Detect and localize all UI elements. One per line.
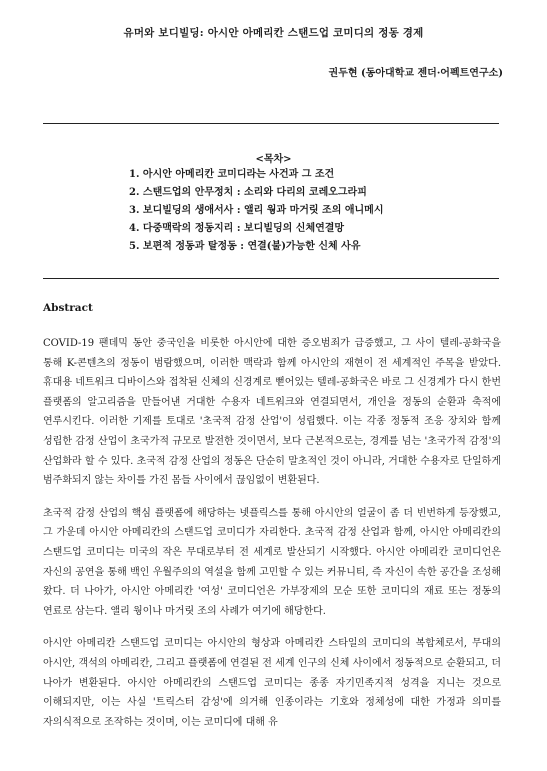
abstract-paragraph: 초국적 감정 산업의 핵심 플랫폼에 해당하는 넷플릭스를 통해 아시안의 얼굴이 좀 더 빈번하게 등장했고, 그 가운데 아시안 아메리칸의 스탠드업 코미디가 자리한다. 초국적 감정 산업과 함께, 아시안 아메리칸의 스탠드업 코미디는 미국의 작은 무대로부터 전 세계로 발산되기 시작했다. 아시안 아메리칸 코미디언은 자신의 공연을 통해 백인 우월주의의 역설을 함께 고민할 수 있는 커뮤니티, 즉 자신이 속한 공간을 조성해 왔다. 더 나아가, 아시안 아메리칸 '여성' 코미디언은 가부장제의 모순 또한 코미디의 재료 또는 정동의 연료로 삼는다. 앨리 웡이나 마거릿 조의 사례가 여기에 해당한다.	[43, 507, 501, 617]
toc-item: 5. 보편적 정동과 탈정동 : 연결(불)가능한 신체 사유	[129, 241, 361, 252]
toc-heading: <목차>	[255, 154, 292, 165]
abstract-body	[43, 334, 501, 745]
divider-top	[43, 123, 499, 124]
toc-item: 3. 보디빌딩의 생애서사 : 앨리 웡과 마거릿 조의 애니메시	[129, 205, 384, 216]
toc-item: 1. 아시안 아메리칸 코미디라는 사건과 그 조건	[129, 169, 335, 180]
author-affiliation: 권두현 (동아대학교 젠더·어펙트연구소)	[328, 68, 503, 79]
abstract-heading: Abstract	[43, 302, 93, 314]
toc-item: 4. 다중맥락의 정동지리 : 보디빌딩의 신체연결망	[129, 223, 345, 234]
abstract-paragraph: 아시안 아메리칸 스탠드업 코미디는 아시안의 형상과 아메리칸 스타일의 코미디의 복합체로서, 무대의 아시안, 객석의 아메리칸, 그리고 플랫폼에 연결된 전 세계 인구의 신체 사이에서 정동적으로 순환되고, 더 나아가 변환된다. 아시안 아메리칸의 스탠드업 코미디는 종종 자기민족지적 성격을 지니는 것으로 이해되지만, 이는 사실 '트릭스터 감성'에 의거해 인종이라는 기호와 정체성에 대한 가정과 의미를 자의식적으로 조작하는 것이며, 이는 코미디에 대해 유	[43, 638, 501, 728]
divider-bottom	[43, 278, 499, 279]
table-of-contents	[129, 166, 384, 256]
toc-item: 2. 스탠드업의 안무정치 : 소리와 다리의 코레오그라피	[129, 187, 367, 198]
abstract-paragraph: COVID-19 팬데믹 동안 중국인을 비롯한 아시안에 대한 증오범죄가 급증했고, 그 사이 텔레-공화국을 통해 K-콘텐츠의 정동이 범람했으며, 이러한 맥락과 함께 아시안의 재현이 전 세계적인 주목을 받았다. 휴대용 네트워크 디바이스와 접착된 신체의 신경계로 뻗어있는 텔레-공화국은 바로 그 신경계가 다시 한번 플랫폼의 알고리즘을 만들어낸 거대한 수용자 네트워크와 연결되면서, 개인을 정동의 순환과 축적에 연루시킨다. 이러한 기제를 토대로 '초국적 감정 산업'이 성립했다. 이는 각종 정동적 조응 장치와 함께 성립한 감정 산업이 초국가적 규모로 발전한 것이면서, 보다 근본적으로는, 경계를 넘는 '초국가적 감정'의 산업화라 할 수 있다. 초국적 감정 산업의 정동은 단순히 말초적인 것이 아니라, 거대한 수용자로 단일하게 범주화되지 않는 차이를 가진 몸들 사이에서 끊임없이 변환된다.	[43, 338, 501, 487]
paper-title: 유머와 보디빌딩: 아시안 아메리칸 스탠드업 코미디의 정동 경제	[123, 27, 424, 39]
